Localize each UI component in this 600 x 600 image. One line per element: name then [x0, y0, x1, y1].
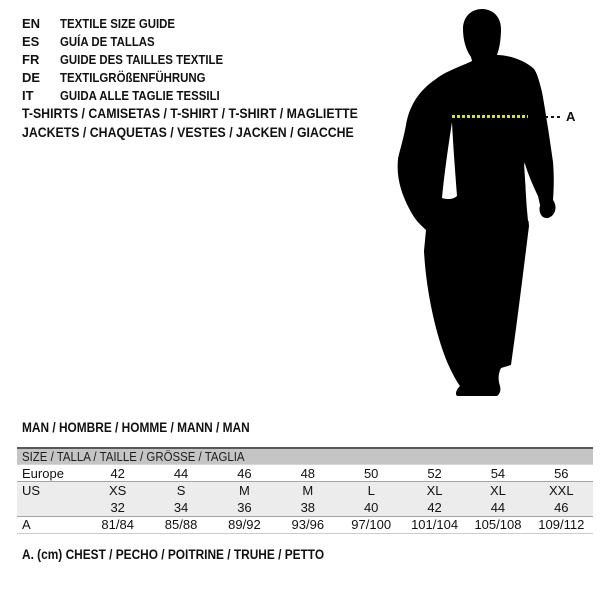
size-table: [17, 447, 593, 534]
cell: 50: [363, 465, 379, 481]
cell: 89/92: [228, 517, 261, 532]
lang-row-fr: [22, 50, 245, 68]
lang-code: ES: [22, 33, 40, 49]
table-row-us: [17, 482, 593, 499]
cell: 93/96: [291, 517, 325, 532]
cell: 42: [427, 500, 442, 515]
cell: 44: [490, 500, 506, 515]
cell: 46: [554, 500, 569, 515]
lang-row-en: [22, 14, 245, 32]
cell: 105/108: [474, 517, 522, 532]
cell: 46: [237, 465, 252, 481]
cell: 81/84: [101, 517, 134, 532]
language-legend: [22, 14, 245, 104]
section-title-man: MAN / HOMBRE / HOMME / MANN / MAN: [22, 420, 250, 435]
cell: 34: [173, 500, 189, 515]
cell: 38: [300, 500, 316, 515]
cell: XXL: [549, 483, 574, 498]
lang-code: IT: [22, 87, 34, 103]
cell: 54: [490, 465, 506, 481]
cell: M: [302, 483, 314, 498]
cell: XS: [109, 483, 127, 498]
cell: 109/112: [538, 517, 585, 532]
cell: 56: [554, 465, 569, 481]
cell: 36: [237, 500, 252, 515]
measurement-footnote: A. (cm) CHEST / PECHO / POITRINE / TRUHE / PETTO: [22, 547, 325, 562]
row-label: Europe: [22, 465, 64, 481]
lang-row-es: [22, 32, 245, 50]
chest-measure-line: [452, 115, 528, 118]
lang-code: DE: [22, 69, 41, 85]
lang-code: EN: [22, 15, 41, 31]
lang-code: FR: [22, 51, 40, 67]
cell: 97/100: [351, 517, 392, 532]
cell: S: [176, 483, 186, 498]
table-row-chest-a: [17, 516, 593, 534]
cell: 52: [427, 465, 442, 481]
measure-pointer-dashes: [545, 116, 563, 118]
garment-categories: [22, 104, 404, 142]
lang-row-de: [22, 68, 245, 86]
man-silhouette-image: [396, 6, 568, 401]
cell: 48: [300, 465, 316, 481]
lang-label: TEXTILGRÖßENFÜHRUNG: [60, 69, 206, 85]
cell: XL: [426, 483, 443, 498]
table-row-europe: [17, 465, 593, 482]
cell: 40: [363, 500, 379, 515]
row-label: A: [22, 517, 31, 532]
cell: 101/104: [411, 517, 459, 532]
lang-label: TEXTILE SIZE GUIDE: [60, 15, 176, 31]
cell: 42: [110, 465, 125, 481]
size-table-header: SIZE / TALLA / TAILLE / GRÖSSE / TAGLIA: [17, 449, 593, 465]
lang-label: GUÍA DE TALLAS: [60, 33, 155, 49]
row-label: US: [22, 483, 41, 498]
lang-label: GUIDA ALLE TAGLIE TESSILI: [60, 87, 220, 103]
cell: M: [239, 483, 250, 498]
measure-label-a: A: [566, 109, 576, 124]
cell: 44: [173, 465, 189, 481]
lang-label: GUIDE DES TAILLES TEXTILE: [60, 51, 224, 67]
category-jackets: JACKETS / CHAQUETAS / VESTES / JACKEN / GIACCHE: [22, 124, 354, 140]
cell: 32: [110, 500, 125, 515]
cell: L: [367, 483, 375, 498]
category-tshirts: T-SHIRTS / CAMISETAS / T-SHIRT / T-SHIRT / MAGLIETTE: [22, 105, 358, 121]
cell: 85/88: [164, 517, 198, 532]
table-row-uk: [17, 499, 593, 516]
lang-row-it: [22, 86, 245, 104]
cell: XL: [489, 483, 506, 498]
